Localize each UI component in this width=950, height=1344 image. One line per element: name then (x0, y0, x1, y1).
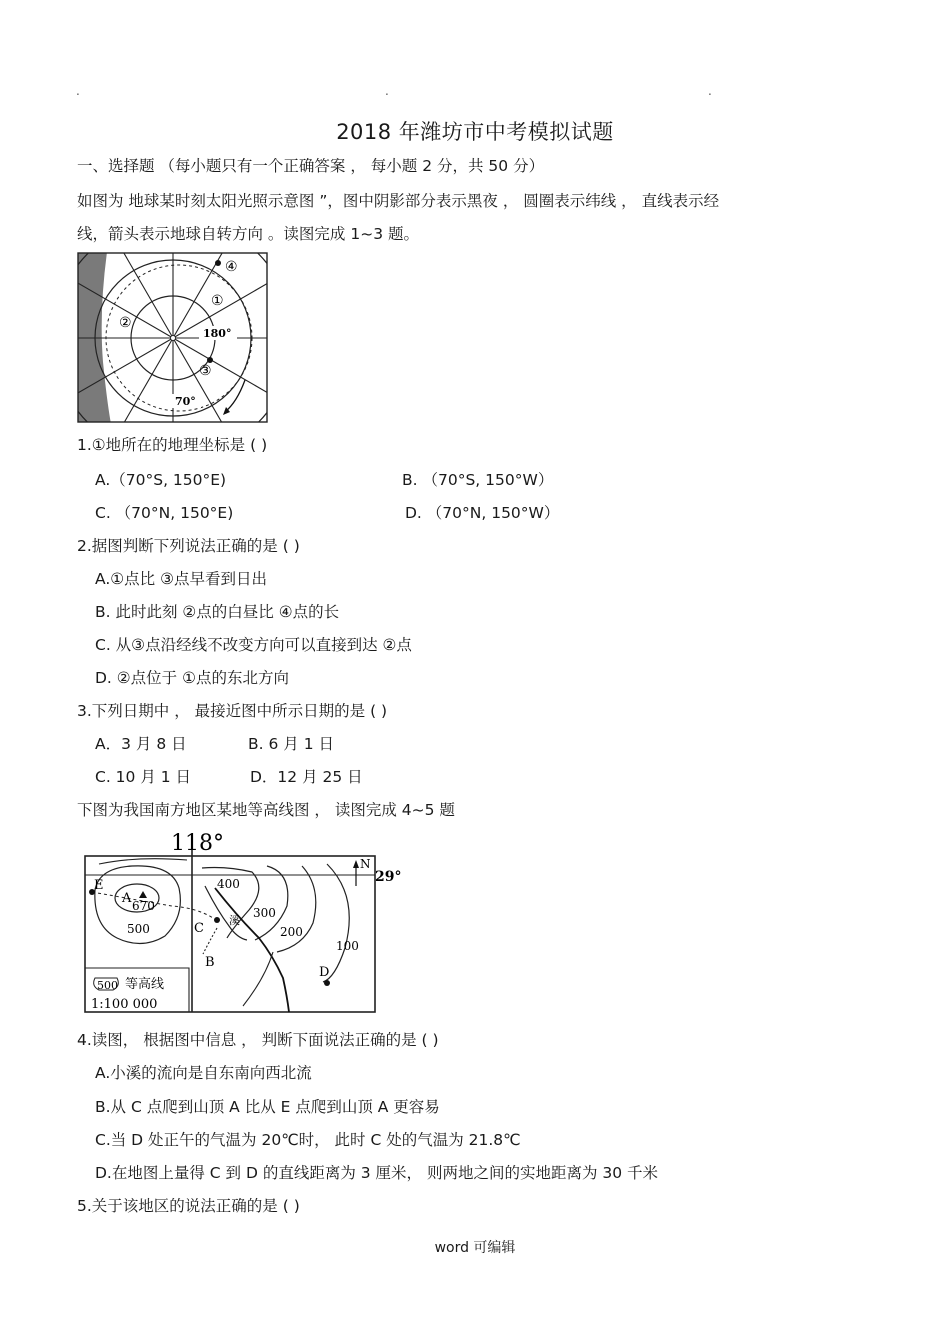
q5-stem: 5.关于该地区的说法正确的是 ( ) (77, 1197, 300, 1215)
q2-option-d[interactable]: D. ②点位于 ①点的东北方向 (95, 669, 290, 687)
page-footer: word 可编辑 (434, 1240, 516, 1256)
section-heading: 一、选择题 （每小题只有一个正确答案 ， 每小题 2 分，共 50 分） (77, 157, 545, 175)
polar-illumination-figure (77, 252, 269, 424)
intro-1-line-1: 如图为 地球某时刻太阳光照示意图 ”，图中阴影部分表示黑夜 ， 圆圈表示纬线 ， 直线表示经 (77, 192, 720, 210)
q4-option-a[interactable]: A.小溪的流向是自东南向西北流 (95, 1064, 312, 1082)
q1-option-a[interactable]: A.（70°S, 150°E) (95, 471, 227, 489)
header-dot-left: . (76, 84, 80, 98)
q2-option-a[interactable]: A.①点比 ③点早看到日出 (95, 570, 267, 588)
q2-option-b[interactable]: B. 此时此刻 ②点的白昼比 ④点的长 (95, 603, 340, 621)
label-C: C (194, 921, 204, 936)
q3-option-a[interactable]: A．3 月 8 日 (95, 735, 187, 753)
header-dot-right: . (708, 84, 712, 98)
label-200: 200 (280, 925, 303, 939)
point-4-marker (215, 260, 221, 266)
q4-option-b[interactable]: B.从 C 点爬到山顶 A 比从 E 点爬到山顶 A 更容易 (95, 1098, 440, 1116)
label-point-3: ③ (199, 363, 212, 379)
label-longitude-118: 118° (171, 831, 224, 856)
label-latitude-29: 29° (375, 869, 402, 885)
intro-1-line-2: 线，箭头表示地球自转方向 。读图完成 1~3 题。 (77, 225, 419, 243)
intro-2: 下图为我国南方地区某地等高线图 ， 读图完成 4~5 题 (77, 801, 455, 819)
page-title: 2018 年潍坊市中考模拟试题 (336, 120, 614, 144)
q4-option-d[interactable]: D.在地图上量得 C 到 D 的直线距离为 3 厘米， 则两地之间的实地距离为 30 千米 (95, 1164, 659, 1182)
label-B: B (205, 955, 215, 970)
q1-option-c[interactable]: C. （70°N, 150°E) (95, 504, 234, 522)
label-100: 100 (336, 939, 359, 953)
q3-stem: 3.下列日期中 ， 最接近图中所示日期的是 ( ) (77, 702, 388, 720)
label-stream: 溪 (229, 914, 240, 927)
label-point-1: ① (211, 293, 224, 309)
label-point-4: ④ (225, 259, 238, 275)
legend-value: 500 (97, 979, 118, 992)
q1-stem: 1.①地所在的地理坐标是 ( ) (77, 436, 268, 454)
legend-text: 等高线 (125, 977, 165, 992)
contour-valley (205, 886, 247, 940)
q4-stem: 4.读图， 根据图中信息 ， 判断下面说法正确的是 ( ) (77, 1031, 439, 1049)
label-D: D (319, 965, 330, 980)
label-300: 300 (253, 906, 276, 920)
cliff-line (203, 928, 217, 954)
point-D-marker (324, 980, 330, 986)
q3-option-b[interactable]: B. 6 月 1 日 (248, 735, 334, 753)
label-latitude-70: 70° (175, 395, 196, 408)
pole-point (171, 336, 176, 341)
contour-map-figure (77, 828, 407, 1018)
label-E: E (94, 878, 104, 893)
q3-option-c[interactable]: C. 10 月 1 日 (95, 768, 192, 786)
label-A: A (122, 891, 132, 906)
label-point-2: ② (119, 315, 132, 331)
scale-text: 1:100 000 (91, 997, 158, 1012)
label-longitude-180: 180° (203, 327, 232, 340)
contour-200 (277, 866, 316, 952)
tributary (243, 952, 273, 1006)
q1-option-d[interactable]: D. （70°N, 150°W） (405, 504, 560, 522)
label-500: 500 (127, 922, 150, 936)
label-north: N (360, 857, 371, 871)
q4-option-c[interactable]: C.当 D 处正午的气温为 20℃时， 此时 C 处的气温为 21.8℃ (95, 1131, 521, 1149)
contour-upper (99, 859, 187, 864)
north-arrow-head (353, 860, 359, 868)
peak-A-marker (139, 891, 147, 898)
q2-option-c[interactable]: C. 从③点沿经线不改变方向可以直接到达 ②点 (95, 636, 412, 654)
label-400: 400 (217, 877, 240, 891)
q1-option-b[interactable]: B. （70°S, 150°W） (402, 471, 554, 489)
header-dot-middle: . (385, 84, 389, 98)
label-670: 670 (132, 899, 155, 913)
q2-stem: 2.据图判断下列说法正确的是 ( ) (77, 537, 300, 555)
point-C-marker (214, 917, 220, 923)
q3-option-d[interactable]: D．12 月 25 日 (250, 768, 363, 786)
